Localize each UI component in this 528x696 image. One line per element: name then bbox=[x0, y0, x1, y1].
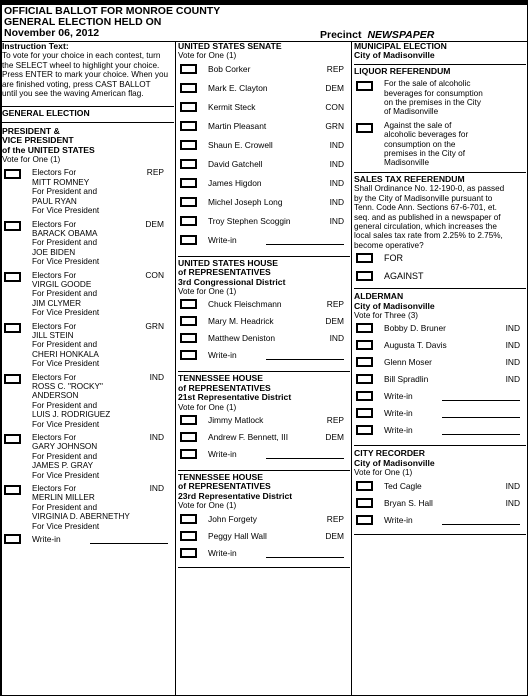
candidate-row[interactable] bbox=[2, 373, 174, 429]
party-label: REP bbox=[326, 299, 344, 310]
contest-title: SALES TAX REFERENDUM bbox=[354, 173, 465, 184]
section-divider bbox=[354, 534, 526, 535]
vote-checkbox[interactable] bbox=[356, 498, 373, 508]
candidate-line: JILL STEIN bbox=[32, 330, 74, 340]
instruction-line: the SELECT wheel to highlight your choice. bbox=[2, 60, 160, 70]
party-label: GRN bbox=[325, 120, 344, 131]
vote-checkbox[interactable] bbox=[356, 408, 373, 418]
section-divider bbox=[178, 567, 350, 568]
vote-for-label: Vote for One (1) bbox=[2, 155, 61, 165]
candidate-name: Andrew F. Bennett, III bbox=[208, 432, 289, 443]
contest-title: VICE PRESIDENT bbox=[2, 135, 74, 146]
contest-city: City of Madisonville bbox=[354, 300, 435, 311]
vote-checkbox[interactable] bbox=[356, 357, 373, 367]
vote-checkbox[interactable] bbox=[180, 83, 197, 93]
candidate-row[interactable] bbox=[178, 80, 350, 99]
writein-row[interactable] bbox=[354, 405, 526, 422]
party-label: DEM bbox=[325, 530, 344, 541]
candidate-line: For Vice President bbox=[32, 359, 100, 369]
candidate-line: Electors For bbox=[32, 321, 77, 331]
candidate-line: For President and bbox=[32, 289, 98, 299]
candidate-name: Kermit Steck bbox=[208, 101, 256, 112]
contest-president bbox=[2, 123, 174, 549]
vote-checkbox[interactable] bbox=[180, 449, 197, 459]
candidate-line: JIM CLYMER bbox=[32, 298, 81, 308]
option-line: consumption on the bbox=[384, 139, 456, 149]
candidate-row[interactable] bbox=[2, 322, 174, 369]
instructions bbox=[2, 42, 174, 98]
candidate-row[interactable] bbox=[354, 371, 526, 388]
party-label: IND bbox=[329, 139, 344, 150]
party-label: IND bbox=[505, 374, 520, 385]
vote-checkbox[interactable] bbox=[356, 391, 373, 401]
column-divider-2 bbox=[351, 41, 352, 696]
candidate-line: Electors For bbox=[32, 484, 77, 494]
vote-checkbox[interactable] bbox=[180, 216, 197, 226]
writein-line bbox=[266, 458, 344, 459]
vote-checkbox[interactable] bbox=[180, 531, 197, 541]
candidate-line: Electors For bbox=[32, 270, 77, 280]
party-label: DEM bbox=[325, 82, 344, 93]
candidate-row[interactable] bbox=[2, 433, 174, 480]
vote-checkbox[interactable] bbox=[356, 253, 373, 263]
writein-line bbox=[442, 434, 520, 435]
contest-title: CITY RECORDER bbox=[354, 448, 425, 459]
candidate-row[interactable] bbox=[178, 511, 350, 528]
option-text bbox=[384, 121, 526, 168]
writein-label: Write-in bbox=[208, 547, 237, 558]
writein-row[interactable] bbox=[178, 347, 350, 365]
party-label: IND bbox=[505, 323, 520, 334]
vote-checkbox[interactable] bbox=[356, 340, 373, 350]
candidate-line: LUIS J. RODRIGUEZ bbox=[32, 410, 111, 420]
vote-checkbox[interactable] bbox=[180, 235, 197, 245]
candidate-name: Ted Cagle bbox=[384, 480, 422, 491]
candidate-line: PAUL RYAN bbox=[32, 196, 77, 206]
column-divider-1 bbox=[175, 41, 176, 696]
vote-for-label: Vote for One (1) bbox=[178, 51, 237, 61]
party-label: IND bbox=[329, 333, 344, 344]
contest-city: City of Madisonville bbox=[354, 457, 435, 468]
candidate-row[interactable] bbox=[178, 528, 350, 545]
writein-row[interactable] bbox=[178, 446, 350, 464]
option-line: alcoholic beverages for bbox=[384, 130, 469, 140]
vote-checkbox[interactable] bbox=[180, 548, 197, 558]
candidate-line: For President and bbox=[32, 238, 98, 248]
writein-line bbox=[266, 359, 344, 360]
writein-row[interactable] bbox=[354, 512, 526, 530]
precinct-label: Precinct bbox=[320, 29, 362, 41]
instruction-line: To vote for your choice in each contest, turn bbox=[2, 51, 161, 61]
contest-liquor bbox=[354, 65, 526, 168]
candidate-name: Shaun E. Crowell bbox=[208, 139, 273, 150]
writein-row[interactable] bbox=[178, 232, 350, 250]
candidate-line: For Vice President bbox=[32, 308, 100, 318]
candidate-row[interactable] bbox=[2, 168, 174, 215]
writein-label: Write-in bbox=[208, 449, 237, 460]
referendum-line: general circulation, which increases the bbox=[354, 221, 497, 231]
option-line: on the premises in the City bbox=[384, 98, 481, 108]
writein-row[interactable] bbox=[354, 422, 526, 439]
contest-title: of REPRESENTATIVES bbox=[178, 382, 271, 393]
candidate-row[interactable] bbox=[178, 330, 350, 347]
liquor-option-for[interactable] bbox=[354, 79, 526, 117]
vote-checkbox[interactable] bbox=[180, 197, 197, 207]
candidate-line: VIRGIL GOODE bbox=[32, 279, 92, 289]
candidate-name: Bill Spradlin bbox=[384, 374, 429, 385]
vote-checkbox[interactable] bbox=[356, 425, 373, 435]
vote-checkbox[interactable] bbox=[4, 374, 21, 384]
candidate-name: Matthew Deniston bbox=[208, 333, 276, 344]
vote-checkbox[interactable] bbox=[180, 178, 197, 188]
party-label: CON bbox=[145, 269, 164, 280]
vote-checkbox[interactable] bbox=[4, 169, 21, 179]
writein-line bbox=[442, 524, 520, 525]
candidate-row[interactable] bbox=[178, 412, 350, 429]
instruction-line: until you see the waving American flag. bbox=[2, 89, 144, 99]
candidate-name: Martin Pleasant bbox=[208, 120, 267, 131]
writein-row[interactable] bbox=[2, 531, 174, 549]
party-label: REP bbox=[146, 167, 164, 178]
party-label: DEM bbox=[325, 316, 344, 327]
vote-checkbox[interactable] bbox=[4, 221, 21, 231]
candidate-name: Augusta T. Davis bbox=[384, 340, 447, 351]
contest-tn-house-23 bbox=[178, 471, 350, 563]
sales-tax-option-against[interactable] bbox=[354, 268, 526, 286]
referendum-line: Shall Ordinance No. 12-190-0, as passed bbox=[354, 184, 505, 194]
contest-title: of REPRESENTATIVES bbox=[178, 481, 271, 492]
candidate-line: JAMES P. GRAY bbox=[32, 461, 94, 471]
column-3 bbox=[354, 42, 526, 535]
candidate-row[interactable] bbox=[178, 296, 350, 313]
column-2 bbox=[178, 42, 350, 568]
party-label: REP bbox=[326, 513, 344, 524]
candidate-row[interactable] bbox=[178, 137, 350, 156]
candidate-name: Troy Stephen Scoggin bbox=[208, 215, 291, 226]
option-label: FOR bbox=[384, 253, 403, 264]
candidate-line: Electors For bbox=[32, 372, 77, 382]
candidate-row[interactable] bbox=[2, 271, 174, 318]
vote-checkbox[interactable] bbox=[4, 485, 21, 495]
option-line: of Madisonville bbox=[384, 107, 439, 117]
contest-title: of REPRESENTATIVES bbox=[178, 267, 271, 278]
contest-title: PRESIDENT & bbox=[2, 125, 60, 136]
municipal-title: MUNICIPAL ELECTION bbox=[354, 41, 447, 51]
candidate-line: MERLIN MILLER bbox=[32, 493, 95, 503]
party-label: IND bbox=[505, 497, 520, 508]
instruction-line: Press ENTER to mark your choice. When you bbox=[2, 70, 169, 80]
vote-for-label: Vote for One (1) bbox=[178, 501, 237, 511]
vote-checkbox[interactable] bbox=[356, 374, 373, 384]
candidate-row[interactable] bbox=[178, 194, 350, 213]
writein-line bbox=[90, 543, 168, 544]
contest-title: 21st Representative District bbox=[178, 392, 292, 403]
candidate-line: MITT ROMNEY bbox=[32, 177, 90, 187]
candidate-name: Bryan S. Hall bbox=[384, 497, 433, 508]
party-label: IND bbox=[149, 483, 164, 494]
party-label: IND bbox=[329, 196, 344, 207]
contest-alderman bbox=[354, 289, 526, 439]
vote-checkbox[interactable] bbox=[180, 121, 197, 131]
municipal-city: City of Madisonville bbox=[354, 50, 435, 61]
contest-sales-tax bbox=[354, 173, 526, 286]
contest-title: LIQUOR REFERENDUM bbox=[354, 65, 451, 76]
candidate-line: Electors For bbox=[32, 219, 77, 229]
vote-checkbox[interactable] bbox=[180, 432, 197, 442]
sales-tax-option-for[interactable] bbox=[354, 250, 526, 268]
option-line: Against the sale of bbox=[384, 120, 452, 130]
writein-row[interactable] bbox=[354, 388, 526, 405]
candidate-name: Peggy Hall Wall bbox=[208, 530, 267, 541]
candidate-line: CHERI HONKALA bbox=[32, 349, 99, 359]
candidate-line: For Vice President bbox=[32, 206, 100, 216]
writein-label: Write-in bbox=[384, 514, 413, 525]
referendum-line: by the City of Madisonville pursuant to bbox=[354, 193, 493, 203]
party-label: DEM bbox=[325, 432, 344, 443]
vote-checkbox[interactable] bbox=[180, 514, 197, 524]
vote-checkbox[interactable] bbox=[356, 481, 373, 491]
contest-senate bbox=[178, 42, 350, 250]
option-line: For the sale of alcoholic bbox=[384, 79, 471, 89]
candidate-line: For President and bbox=[32, 187, 98, 197]
vote-checkbox[interactable] bbox=[180, 140, 197, 150]
vote-checkbox[interactable] bbox=[180, 333, 197, 343]
instructions-title: Instruction Text: bbox=[2, 41, 69, 51]
candidate-line: Electors For bbox=[32, 433, 77, 443]
candidate-row[interactable] bbox=[178, 429, 350, 446]
writein-label: Write-in bbox=[208, 234, 237, 245]
candidate-line: For President and bbox=[32, 340, 98, 350]
party-label: REP bbox=[326, 63, 344, 74]
writein-line bbox=[266, 557, 344, 558]
party-label: IND bbox=[149, 371, 164, 382]
candidate-line: For Vice President bbox=[32, 419, 100, 429]
candidate-row[interactable] bbox=[178, 313, 350, 330]
candidate-row[interactable] bbox=[178, 61, 350, 80]
candidate-line: For President and bbox=[32, 451, 98, 461]
ballot-subtitle: GENERAL ELECTION HELD ON bbox=[4, 16, 162, 28]
vote-for-label: Vote for One (1) bbox=[178, 402, 237, 412]
contest-title: ALDERMAN bbox=[354, 291, 404, 302]
vote-checkbox[interactable] bbox=[180, 159, 197, 169]
candidate-row[interactable] bbox=[354, 320, 526, 337]
candidate-name: James Higdon bbox=[208, 177, 262, 188]
precinct-value: NEWSPAPER bbox=[367, 29, 435, 41]
column-1 bbox=[2, 42, 174, 549]
contest-title: UNITED STATES HOUSE bbox=[178, 257, 278, 268]
candidate-line: For President and bbox=[32, 502, 98, 512]
candidate-row[interactable] bbox=[178, 175, 350, 194]
candidate-row[interactable] bbox=[2, 484, 174, 531]
party-label: IND bbox=[505, 340, 520, 351]
candidate-line: For Vice President bbox=[32, 257, 100, 267]
vote-for-label: Vote for One (1) bbox=[178, 287, 237, 297]
contest-title: TENNESSEE HOUSE bbox=[178, 472, 264, 483]
candidate-row[interactable] bbox=[178, 99, 350, 118]
writein-line bbox=[442, 400, 520, 401]
contest-tn-house-21 bbox=[178, 372, 350, 464]
candidate-name: Chuck Fleischmann bbox=[208, 299, 282, 310]
contest-us-house bbox=[178, 257, 350, 366]
party-label: DEM bbox=[145, 218, 164, 229]
vote-checkbox[interactable] bbox=[180, 64, 197, 74]
candidate-name: David Gatchell bbox=[208, 158, 263, 169]
party-label: IND bbox=[505, 357, 520, 368]
candidate-row[interactable] bbox=[2, 220, 174, 267]
referendum-line: local sales tax rate from 2.25% to 2.75%, bbox=[354, 231, 503, 241]
candidate-line: JOE BIDEN bbox=[32, 247, 76, 257]
candidate-name: Glenn Moser bbox=[384, 357, 432, 368]
candidate-line: BARACK OBAMA bbox=[32, 228, 98, 238]
referendum-line: Tenn. Code Ann. Sections 67-6-701, et. bbox=[354, 203, 497, 213]
party-label: GRN bbox=[145, 320, 164, 331]
municipal-election bbox=[354, 42, 526, 61]
instruction-line: are finished voting, press CAST BALLOT bbox=[2, 79, 151, 89]
vote-checkbox[interactable] bbox=[356, 515, 373, 525]
liquor-option-against[interactable] bbox=[354, 121, 526, 168]
vote-checkbox[interactable] bbox=[180, 102, 197, 112]
candidate-line: ROSS C. "ROCKY" bbox=[32, 382, 103, 391]
candidate-row[interactable] bbox=[354, 354, 526, 371]
contest-title: TENNESSEE HOUSE bbox=[178, 373, 264, 384]
candidate-row[interactable] bbox=[354, 337, 526, 354]
party-label: REP bbox=[326, 415, 344, 426]
party-label: IND bbox=[329, 158, 344, 169]
vote-checkbox[interactable] bbox=[4, 323, 21, 333]
party-label: CON bbox=[325, 101, 344, 112]
vote-for-label: Vote for Three (3) bbox=[354, 310, 419, 320]
contest-title: of the UNITED STATES bbox=[2, 144, 95, 155]
referendum-line: become operative? bbox=[354, 240, 424, 250]
contest-recorder bbox=[354, 446, 526, 529]
vote-checkbox[interactable] bbox=[356, 271, 373, 281]
party-label: IND bbox=[329, 177, 344, 188]
writein-line bbox=[442, 417, 520, 418]
writein-label: Write-in bbox=[384, 391, 413, 402]
candidate-line: GARY JOHNSON bbox=[32, 442, 98, 452]
precinct bbox=[320, 29, 434, 41]
candidate-line: Electors For bbox=[32, 168, 77, 178]
option-label: AGAINST bbox=[384, 271, 424, 282]
candidate-line: For Vice President bbox=[32, 521, 100, 531]
candidate-name: Bob Corker bbox=[208, 63, 251, 74]
referendum-line: seq. and as published in a newspaper of bbox=[354, 212, 501, 222]
candidate-name: Mary M. Headrick bbox=[208, 316, 274, 327]
ballot-date: November 06, 2012 bbox=[4, 27, 100, 39]
ballot-title: OFFICIAL BALLOT FOR MONROE COUNTY bbox=[4, 5, 221, 17]
vote-checkbox[interactable] bbox=[356, 81, 373, 91]
writein-row[interactable] bbox=[178, 545, 350, 563]
vote-checkbox[interactable] bbox=[180, 350, 197, 360]
vote-checkbox[interactable] bbox=[180, 299, 197, 309]
candidate-name: Mark E. Clayton bbox=[208, 82, 268, 93]
option-line: Madisonville bbox=[384, 158, 430, 168]
contest-title: 3rd Congressional District bbox=[178, 276, 286, 287]
writein-label: Write-in bbox=[208, 350, 237, 361]
contest-title: UNITED STATES SENATE bbox=[178, 41, 282, 51]
vote-for-label: Vote for One (1) bbox=[354, 468, 413, 478]
writein-label: Write-in bbox=[384, 425, 413, 436]
candidate-row[interactable] bbox=[178, 213, 350, 232]
vote-checkbox[interactable] bbox=[4, 434, 21, 444]
writein-label: Write-in bbox=[32, 534, 61, 545]
ballot-header bbox=[4, 6, 220, 39]
contest-title: 23rd Representative District bbox=[178, 490, 293, 501]
candidate-row[interactable] bbox=[354, 495, 526, 512]
vote-checkbox[interactable] bbox=[180, 415, 197, 425]
option-line: beverages for consumption bbox=[384, 88, 483, 98]
candidate-name: Michel Joseph Long bbox=[208, 196, 283, 207]
candidate-line: For Vice President bbox=[32, 470, 100, 480]
vote-checkbox[interactable] bbox=[356, 123, 373, 133]
candidate-name: John Forgety bbox=[208, 513, 257, 524]
option-text bbox=[384, 79, 526, 117]
party-label: IND bbox=[329, 215, 344, 226]
general-election-label: GENERAL ELECTION bbox=[2, 108, 90, 119]
vote-checkbox[interactable] bbox=[4, 272, 21, 282]
option-line: premises in the City of bbox=[384, 149, 465, 159]
vote-checkbox[interactable] bbox=[180, 316, 197, 326]
writein-line bbox=[266, 244, 344, 245]
candidate-row[interactable] bbox=[178, 118, 350, 137]
vote-checkbox[interactable] bbox=[4, 534, 21, 544]
party-label: IND bbox=[149, 432, 164, 443]
writein-label: Write-in bbox=[384, 408, 413, 419]
candidate-line: ANDERSON bbox=[32, 391, 79, 401]
candidate-name: Bobby D. Bruner bbox=[384, 323, 446, 334]
candidate-name: Jimmy Matlock bbox=[208, 415, 264, 426]
candidate-line: For President and bbox=[32, 400, 98, 410]
candidate-row[interactable] bbox=[178, 156, 350, 175]
candidate-row[interactable] bbox=[354, 478, 526, 495]
candidate-line: VIRGINIA D. ABERNETHY bbox=[32, 512, 130, 522]
vote-checkbox[interactable] bbox=[356, 323, 373, 333]
party-label: IND bbox=[505, 480, 520, 491]
